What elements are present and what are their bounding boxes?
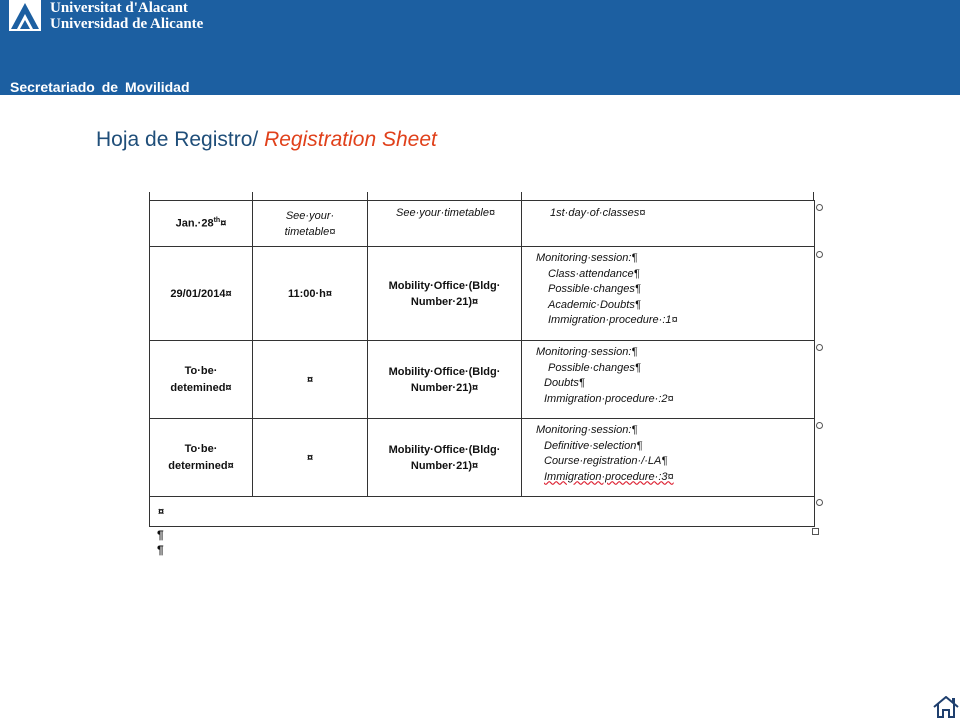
- date-suffix: th: [213, 217, 221, 225]
- table-stub-line: [149, 192, 150, 200]
- university-logo: [9, 0, 41, 31]
- place-line1: Mobility·Office·(Bldg·: [388, 365, 501, 378]
- place-line1: Mobility·Office·(Bldg·: [388, 443, 501, 456]
- row-end-marker: [816, 344, 823, 351]
- paragraph-mark: ¶: [157, 528, 164, 542]
- time-line2: timetable¤: [284, 225, 336, 238]
- place-cell: See·your·timetable¤: [368, 201, 522, 247]
- date-line2: detemined¤: [170, 381, 232, 394]
- row-end-marker: [816, 204, 823, 211]
- title-spanish: Hoja de Registro/: [96, 128, 259, 151]
- date-cell: [150, 201, 253, 247]
- university-name-line1: Universitat d'Alacant: [50, 0, 188, 16]
- table-row: [150, 419, 815, 497]
- title-english: Registration Sheet: [258, 128, 437, 151]
- table-row: [150, 341, 815, 419]
- header-banner: [0, 0, 960, 95]
- empty-row-cell: ¤: [150, 497, 815, 527]
- session-title: Monitoring·session:¶: [536, 346, 638, 358]
- time-cell: [253, 201, 368, 247]
- time-cell: ¤: [253, 419, 368, 497]
- department-name: Secretariado de Movilidad: [10, 79, 190, 95]
- table-row: [150, 247, 815, 341]
- session-item: Definitive·selection¶: [544, 439, 643, 452]
- table-end-marker: [812, 528, 819, 535]
- place-cell: [368, 247, 522, 341]
- table-row: [150, 497, 815, 527]
- session-item: Immigration·procedure·:2¤: [544, 392, 674, 405]
- session-item: Doubts¶: [544, 377, 585, 389]
- page-title: [96, 128, 437, 152]
- home-icon[interactable]: [933, 696, 959, 718]
- table-stub-line: [813, 192, 814, 200]
- table-row: [150, 201, 815, 247]
- time-cell: 11:00·h¤: [253, 247, 368, 341]
- university-name-line2: Universidad de Alicante: [50, 16, 204, 32]
- session-item: Academic·Doubts¶: [548, 298, 641, 311]
- university-name: [50, 0, 203, 32]
- paragraph-mark: ¶: [157, 543, 164, 557]
- description-cell: [522, 341, 815, 419]
- time-cell: ¤: [253, 341, 368, 419]
- time-line1: See·your·: [285, 209, 335, 222]
- place-line2: Number·21)¤: [410, 381, 479, 394]
- session-title: Monitoring·session:¶: [536, 252, 638, 264]
- table-stub-line: [367, 192, 368, 200]
- date-text: Jan.·28: [175, 217, 214, 230]
- date-line1: To·be·: [184, 364, 218, 377]
- registration-table: [149, 200, 815, 527]
- table-stub-line: [252, 192, 253, 200]
- session-item: Class·attendance¶: [548, 267, 640, 280]
- place-line2: Number·21)¤: [410, 295, 479, 308]
- date-line1: To·be·: [184, 442, 218, 455]
- date-cell: [150, 341, 253, 419]
- date-cell: [150, 419, 253, 497]
- date-line2: determined¤: [168, 459, 234, 472]
- place-cell: [368, 341, 522, 419]
- description-cell: [522, 247, 815, 341]
- session-item: Immigration·procedure·:3¤: [544, 470, 674, 483]
- session-title: Monitoring·session:¶: [536, 424, 638, 436]
- session-item: Possible·changes¶: [548, 361, 641, 374]
- cell-end-mark: ¤: [220, 217, 227, 230]
- description-cell: [522, 419, 815, 497]
- place-line2: Number·21)¤: [410, 459, 479, 472]
- session-item: Possible·changes¶: [548, 283, 641, 295]
- session-item: Immigration·procedure·:1¤: [548, 314, 678, 326]
- row-end-marker: [816, 251, 823, 258]
- table-stub-line: [521, 192, 522, 200]
- date-cell: 29/01/2014¤: [150, 247, 253, 341]
- description-cell: 1st·day·of·classes¤: [522, 201, 815, 247]
- session-item: Course·registration·/·LA¶: [544, 455, 668, 467]
- row-end-marker: [816, 422, 823, 429]
- row-end-marker: [816, 499, 823, 506]
- place-line1: Mobility·Office·(Bldg·: [388, 279, 501, 292]
- place-cell: [368, 419, 522, 497]
